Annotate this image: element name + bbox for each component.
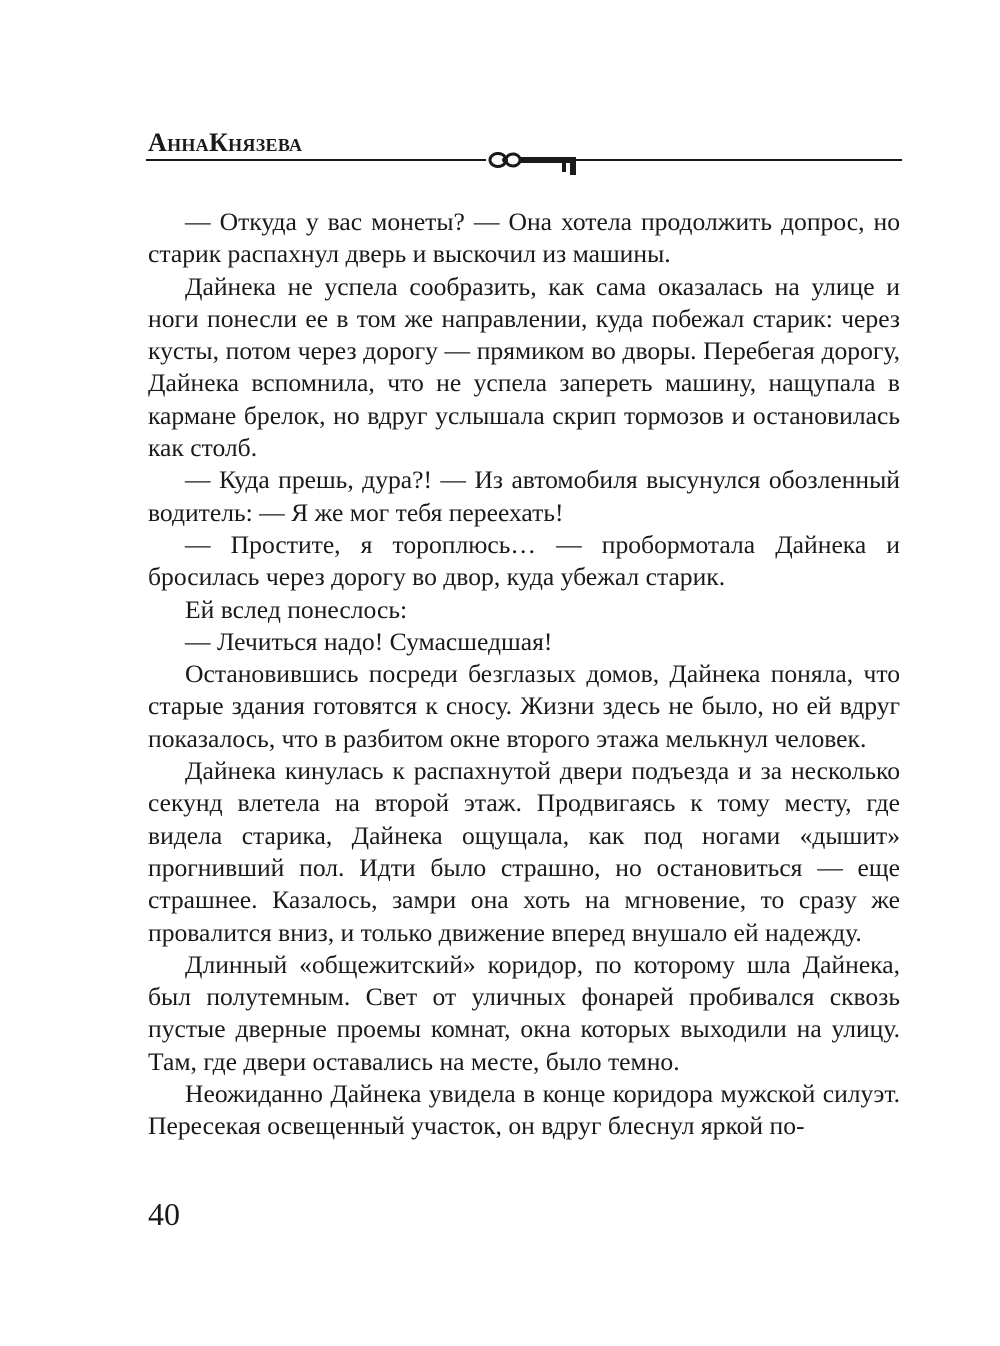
header-rule bbox=[146, 148, 902, 178]
paragraph: Дайнека не успела сообразить, как сама оказалась на улице и ноги понесли ее в том же направлении, куда побежал старик: через кусты, потом через дорогу — прямиком во дворы. Перебегая дорогу, Дайнека вспомнила, что не успела запереть машину, нащупала в кармане брелок, но вдруг услышала скрип тормозов и остановилась как столб. bbox=[148, 271, 900, 463]
paragraph: — Откуда у вас монеты? — Она хотела продолжить допрос, но старик распахнул дверь и выскочил из машины. bbox=[148, 207, 900, 269]
body-text bbox=[148, 206, 900, 1143]
paragraph: — Простите, я тороплюсь… — пробормотала Дайнека и бросилась через дорогу во двор, куда убежал старик. bbox=[148, 529, 900, 592]
paragraph: — Лечиться надо! Сумасшедшая! bbox=[185, 626, 553, 656]
key-icon bbox=[490, 154, 576, 176]
paragraph: — Куда прешь, дура?! — Из автомобиля высунулся обозленный водитель: — Я же мог тебя переехать! bbox=[148, 465, 900, 527]
paragraph: Длинный «общежитский» коридор, по которому шла Дайнека, был полутемным. Свет от уличных фонарей пробивался сквозь пустые дверные проемы комнат, окна которых выходили на улицу. Там, где двери оставались на месте, было темно. bbox=[148, 949, 900, 1076]
page-number: 40 bbox=[148, 1196, 180, 1232]
paragraph: Ей вслед понеслось: bbox=[185, 594, 408, 624]
running-head-author: АннаКнязева bbox=[148, 128, 303, 157]
paragraph: Остановившись посреди безглазых домов, Дайнека поняла, что старые здания готовятся к сносу. Жизни здесь не было, но ей вдруг показалось, что в разбитом окне второго этажа мелькнул человек. bbox=[148, 659, 900, 753]
paragraph: Дайнека кинулась к распахнутой двери подъезда и за несколько секунд влетела на второй этаж. Продвигаясь к тому месту, где видела старика, Дайнека ощущала, как под ногами «дышит» прогнивший пол. Идти было страшно, но остановиться — еще страшнее. Казалось, замри она хоть на мгновение, то сразу же провалится вниз, и только движение вперед внушало ей надежду. bbox=[148, 756, 900, 947]
paragraph: Неожиданно Дайнека увидела в конце коридора мужской силуэт. Пересекая освещенный участок, он вдруг блеснул яркой по- bbox=[148, 1079, 900, 1141]
